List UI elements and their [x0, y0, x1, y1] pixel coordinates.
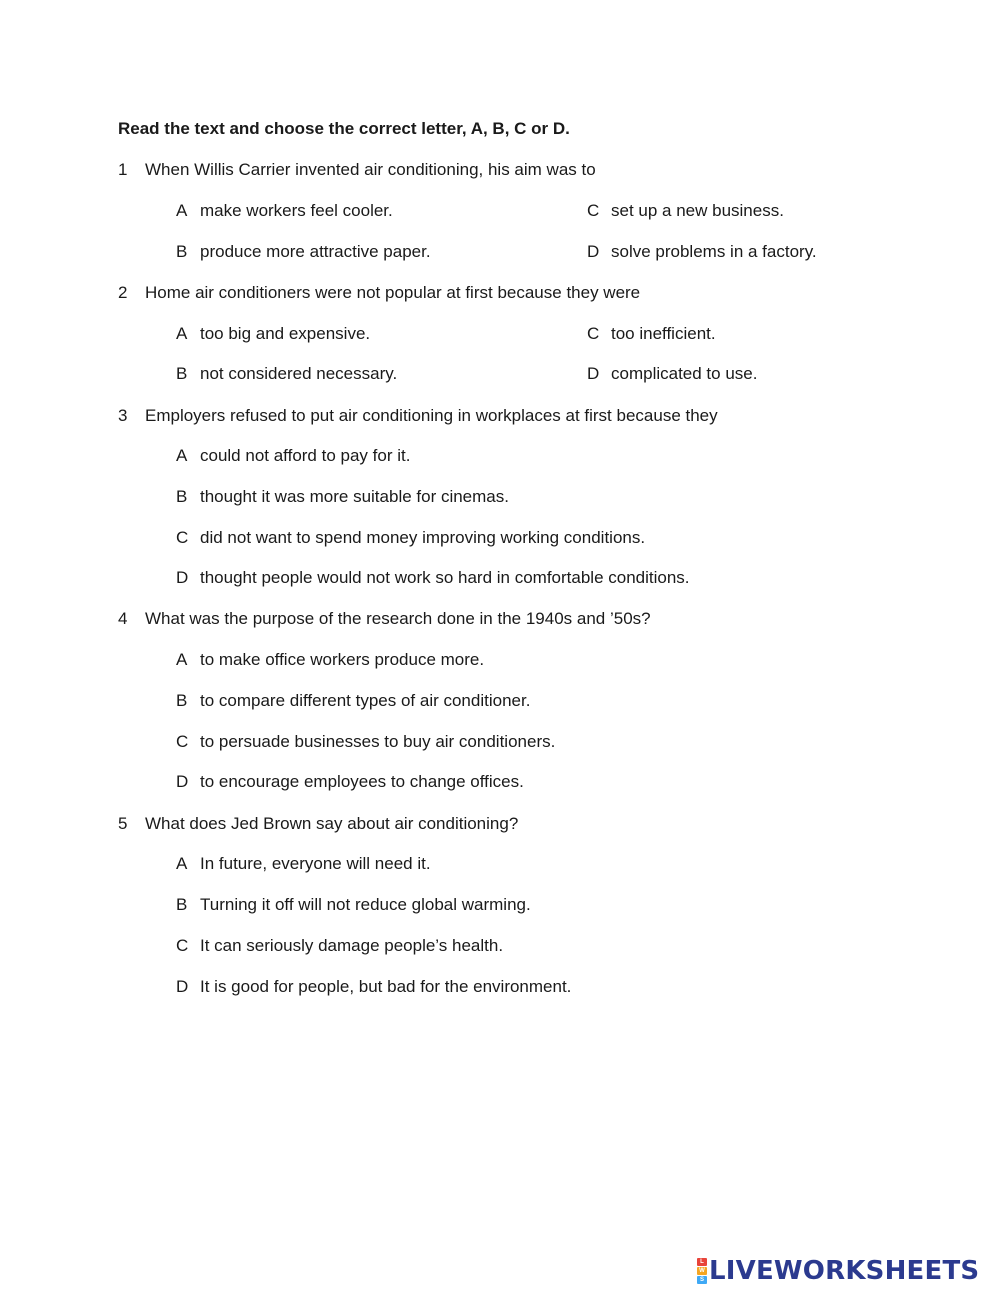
option-text: could not afford to pay for it.	[200, 446, 411, 465]
option-text: to make office workers produce more.	[200, 650, 485, 669]
question-4	[118, 608, 651, 630]
option-4a[interactable]	[176, 649, 484, 671]
option-text: thought people would not work so hard in comfortable conditions.	[200, 568, 690, 587]
option-2a[interactable]	[176, 323, 370, 345]
logo-text: LIVEWORKSHEETS	[709, 1256, 980, 1286]
option-1b[interactable]	[176, 241, 431, 263]
question-text: When Willis Carrier invented air conditioning, his aim was to	[145, 160, 596, 179]
option-5a[interactable]	[176, 853, 431, 875]
option-text: It is good for people, but bad for the environment.	[200, 977, 572, 996]
option-letter: C	[587, 201, 600, 220]
option-text: to persuade businesses to buy air conditioners.	[200, 732, 556, 751]
option-text: In future, everyone will need it.	[200, 854, 431, 873]
option-letter: C	[176, 936, 189, 955]
option-1c[interactable]	[587, 200, 784, 222]
option-3b[interactable]	[176, 486, 509, 508]
option-2b[interactable]	[176, 363, 397, 385]
option-letter: D	[176, 568, 189, 587]
logo-blocks-icon	[697, 1258, 707, 1284]
option-letter: A	[176, 201, 188, 220]
option-letter: C	[176, 732, 189, 751]
liveworksheets-logo	[697, 1256, 979, 1286]
question-3	[118, 405, 718, 427]
option-text: make workers feel cooler.	[200, 201, 393, 220]
option-text: complicated to use.	[611, 364, 758, 383]
question-text: Employers refused to put air conditioning in workplaces at first because they	[145, 406, 718, 425]
option-text: to encourage employees to change offices.	[200, 772, 524, 791]
question-number: 1	[118, 160, 128, 179]
logo-block-s: S	[697, 1276, 707, 1284]
option-text: set up a new business.	[611, 201, 784, 220]
option-letter: D	[176, 772, 189, 791]
option-letter: A	[176, 324, 188, 343]
question-text: What was the purpose of the research done in the 1940s and ’50s?	[145, 609, 651, 628]
logo-block-w: W	[697, 1267, 707, 1275]
question-1	[118, 159, 596, 181]
option-text: solve problems in a factory.	[611, 242, 817, 261]
option-text: thought it was more suitable for cinemas.	[200, 487, 509, 506]
option-letter: C	[176, 528, 189, 547]
option-3c[interactable]	[176, 527, 645, 549]
option-4b[interactable]	[176, 690, 530, 712]
question-text: What does Jed Brown say about air conditioning?	[145, 814, 519, 833]
option-1d[interactable]	[587, 241, 817, 263]
option-letter: B	[176, 487, 188, 506]
option-letter: A	[176, 446, 188, 465]
option-2d[interactable]	[587, 363, 757, 385]
option-letter: D	[176, 977, 189, 996]
option-3d[interactable]	[176, 567, 690, 589]
option-2c[interactable]	[587, 323, 716, 345]
option-letter: B	[176, 691, 188, 710]
option-text: too big and expensive.	[200, 324, 371, 343]
option-5d[interactable]	[176, 976, 571, 998]
question-text: Home air conditioners were not popular at first because they were	[145, 283, 641, 302]
option-5c[interactable]	[176, 935, 503, 957]
question-2	[118, 282, 640, 304]
question-number: 2	[118, 283, 128, 302]
option-letter: B	[176, 895, 188, 914]
option-text: not considered necessary.	[200, 364, 398, 383]
instruction-heading: Read the text and choose the correct letter, A, B, C or D.	[118, 119, 570, 138]
question-number: 3	[118, 406, 128, 425]
option-letter: D	[587, 364, 600, 383]
option-4c[interactable]	[176, 731, 555, 753]
question-number: 5	[118, 814, 128, 833]
option-letter: C	[587, 324, 600, 343]
question-number: 4	[118, 609, 128, 628]
option-letter: A	[176, 650, 188, 669]
option-letter: B	[176, 364, 188, 383]
option-text: Turning it off will not reduce global warming.	[200, 895, 531, 914]
option-text: produce more attractive paper.	[200, 242, 431, 261]
option-letter: A	[176, 854, 188, 873]
option-text: too inefficient.	[611, 324, 716, 343]
option-letter: D	[587, 242, 600, 261]
option-5b[interactable]	[176, 894, 531, 916]
option-text: to compare different types of air conditioner.	[200, 691, 531, 710]
option-letter: B	[176, 242, 188, 261]
question-5	[118, 813, 518, 835]
option-1a[interactable]	[176, 200, 393, 222]
option-4d[interactable]	[176, 771, 524, 793]
option-text: It can seriously damage people’s health.	[200, 936, 504, 955]
option-3a[interactable]	[176, 445, 410, 467]
option-text: did not want to spend money improving working conditions.	[200, 528, 646, 547]
logo-block-l: L	[697, 1258, 707, 1266]
